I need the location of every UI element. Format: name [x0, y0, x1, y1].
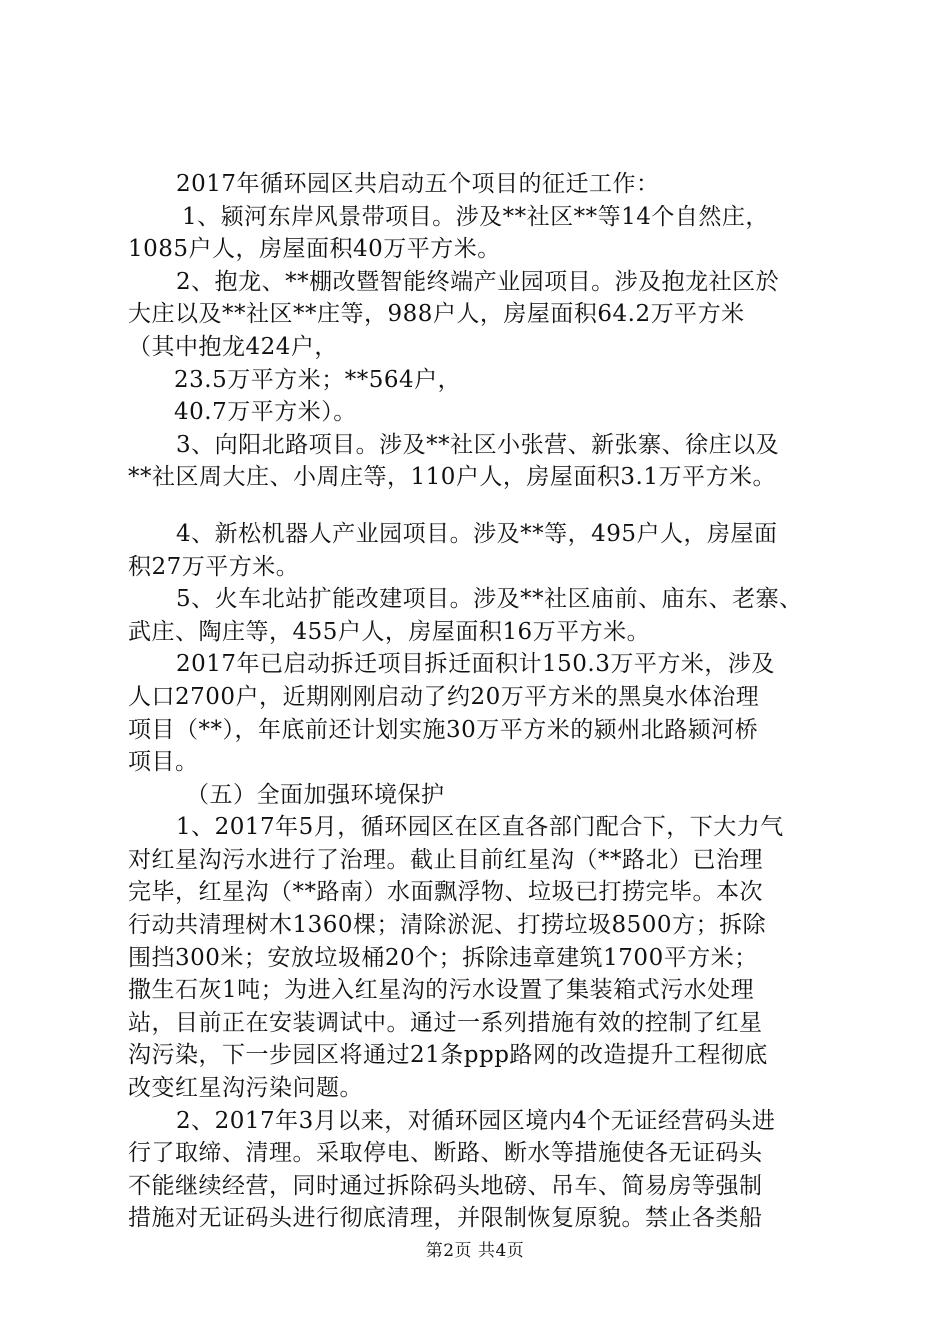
paragraph-line: 对红星沟污水进行了治理。截止目前红星沟（**路北）已治理: [128, 846, 763, 873]
paragraph-line: 4、新松机器人产业园项目。涉及**等，495户人，房屋面: [176, 520, 778, 547]
paragraph-line: 完毕，红星沟（**路南）水面飘浮物、垃圾已打捞完毕。本次: [128, 879, 763, 906]
paragraph-line: 40.7万平方米）。: [174, 399, 357, 426]
paragraph-line: 人口2700户，近期刚刚启动了约20万平方米的黑臭水体治理: [128, 683, 760, 710]
paragraph-line: 1、2017年5月，循环园区在区直各部门配合下，下大力气: [176, 814, 784, 841]
paragraph-line: 行了取缔、清理。采取停电、断路、断水等措施使各无证码头: [128, 1140, 763, 1167]
section-heading: （五）全面加强环境保护: [186, 781, 445, 808]
paragraph-line: 站，目前正在安装调试中。通过一系列措施有效的控制了红星: [128, 1009, 763, 1036]
paragraph-line: 2017年循环园区共启动五个项目的征迁工作：: [176, 171, 660, 197]
paragraph-line: 行动共清理树木1360棵；清除淤泥、打捞垃圾8500方；拆除: [128, 912, 767, 939]
paragraph-line: 武庄、陶庄等，455户人，房屋面积16万平方米。: [128, 618, 651, 645]
paragraph-line: 2、抱龙、**棚改暨智能终端产业园项目。涉及抱龙社区於: [176, 268, 780, 295]
paragraph-line: （其中抱龙424户，: [128, 333, 338, 360]
page-footer: 第2页 共4页: [425, 1241, 525, 1261]
paragraph-line: 项目。: [128, 749, 199, 776]
paragraph-line: 2017年已启动拆迁项目拆迁面积计150.3万平方米，涉及: [176, 651, 775, 678]
paragraph-line: 撒生石灰1吨；为进入红星沟的污水设置了集装箱式污水处理: [128, 977, 755, 1004]
paragraph-gap: [128, 494, 838, 518]
paragraph-line: 项目（**），年底前还计划实施30万平方米的颍州北路颍河桥: [128, 716, 759, 743]
paragraph-line: 3、向阳北路项目。涉及**社区小张营、新张寨、徐庄以及: [176, 431, 780, 458]
paragraph-line: 积27万平方米。: [128, 553, 300, 580]
paragraph-line: 大庄以及**社区**庄等，988户人，房屋面积64.2万平方米: [128, 301, 745, 328]
paragraph-line: 1085户人，房屋面积40万平方米。: [128, 236, 501, 263]
paragraph-line: 2、2017年3月以来，对循环园区境内4个无证经营码头进: [176, 1107, 776, 1134]
paragraph-line: 改变红星沟污染问题。: [128, 1075, 363, 1102]
document-body: [128, 168, 838, 1235]
paragraph-line: 5、火车北站扩能改建项目。涉及**社区庙前、庙东、老寨、: [176, 586, 803, 613]
paragraph-line: 措施对无证码头进行彻底清理，并限制恢复原貌。禁止各类船: [128, 1205, 763, 1232]
paragraph-line: **社区周大庄、小周庄等，110户人，房屋面积3.1万平方米。: [128, 464, 776, 491]
paragraph-line: 围挡300米；安放垃圾桶20个；拆除违章建筑1700平方米；: [128, 944, 758, 971]
paragraph-line: 不能继续经营，同时通过拆除码头地磅、吊车、简易房等强制: [128, 1172, 763, 1199]
paragraph-line: 1、颍河东岸风景带项目。涉及**社区**等14个自然庄，: [182, 203, 769, 230]
paragraph-line: 23.5万平方米；**564户，: [174, 366, 462, 393]
paragraph-line: 沟污染，下一步园区将通过21条ppp路网的改造提升工程彻底: [128, 1042, 768, 1069]
